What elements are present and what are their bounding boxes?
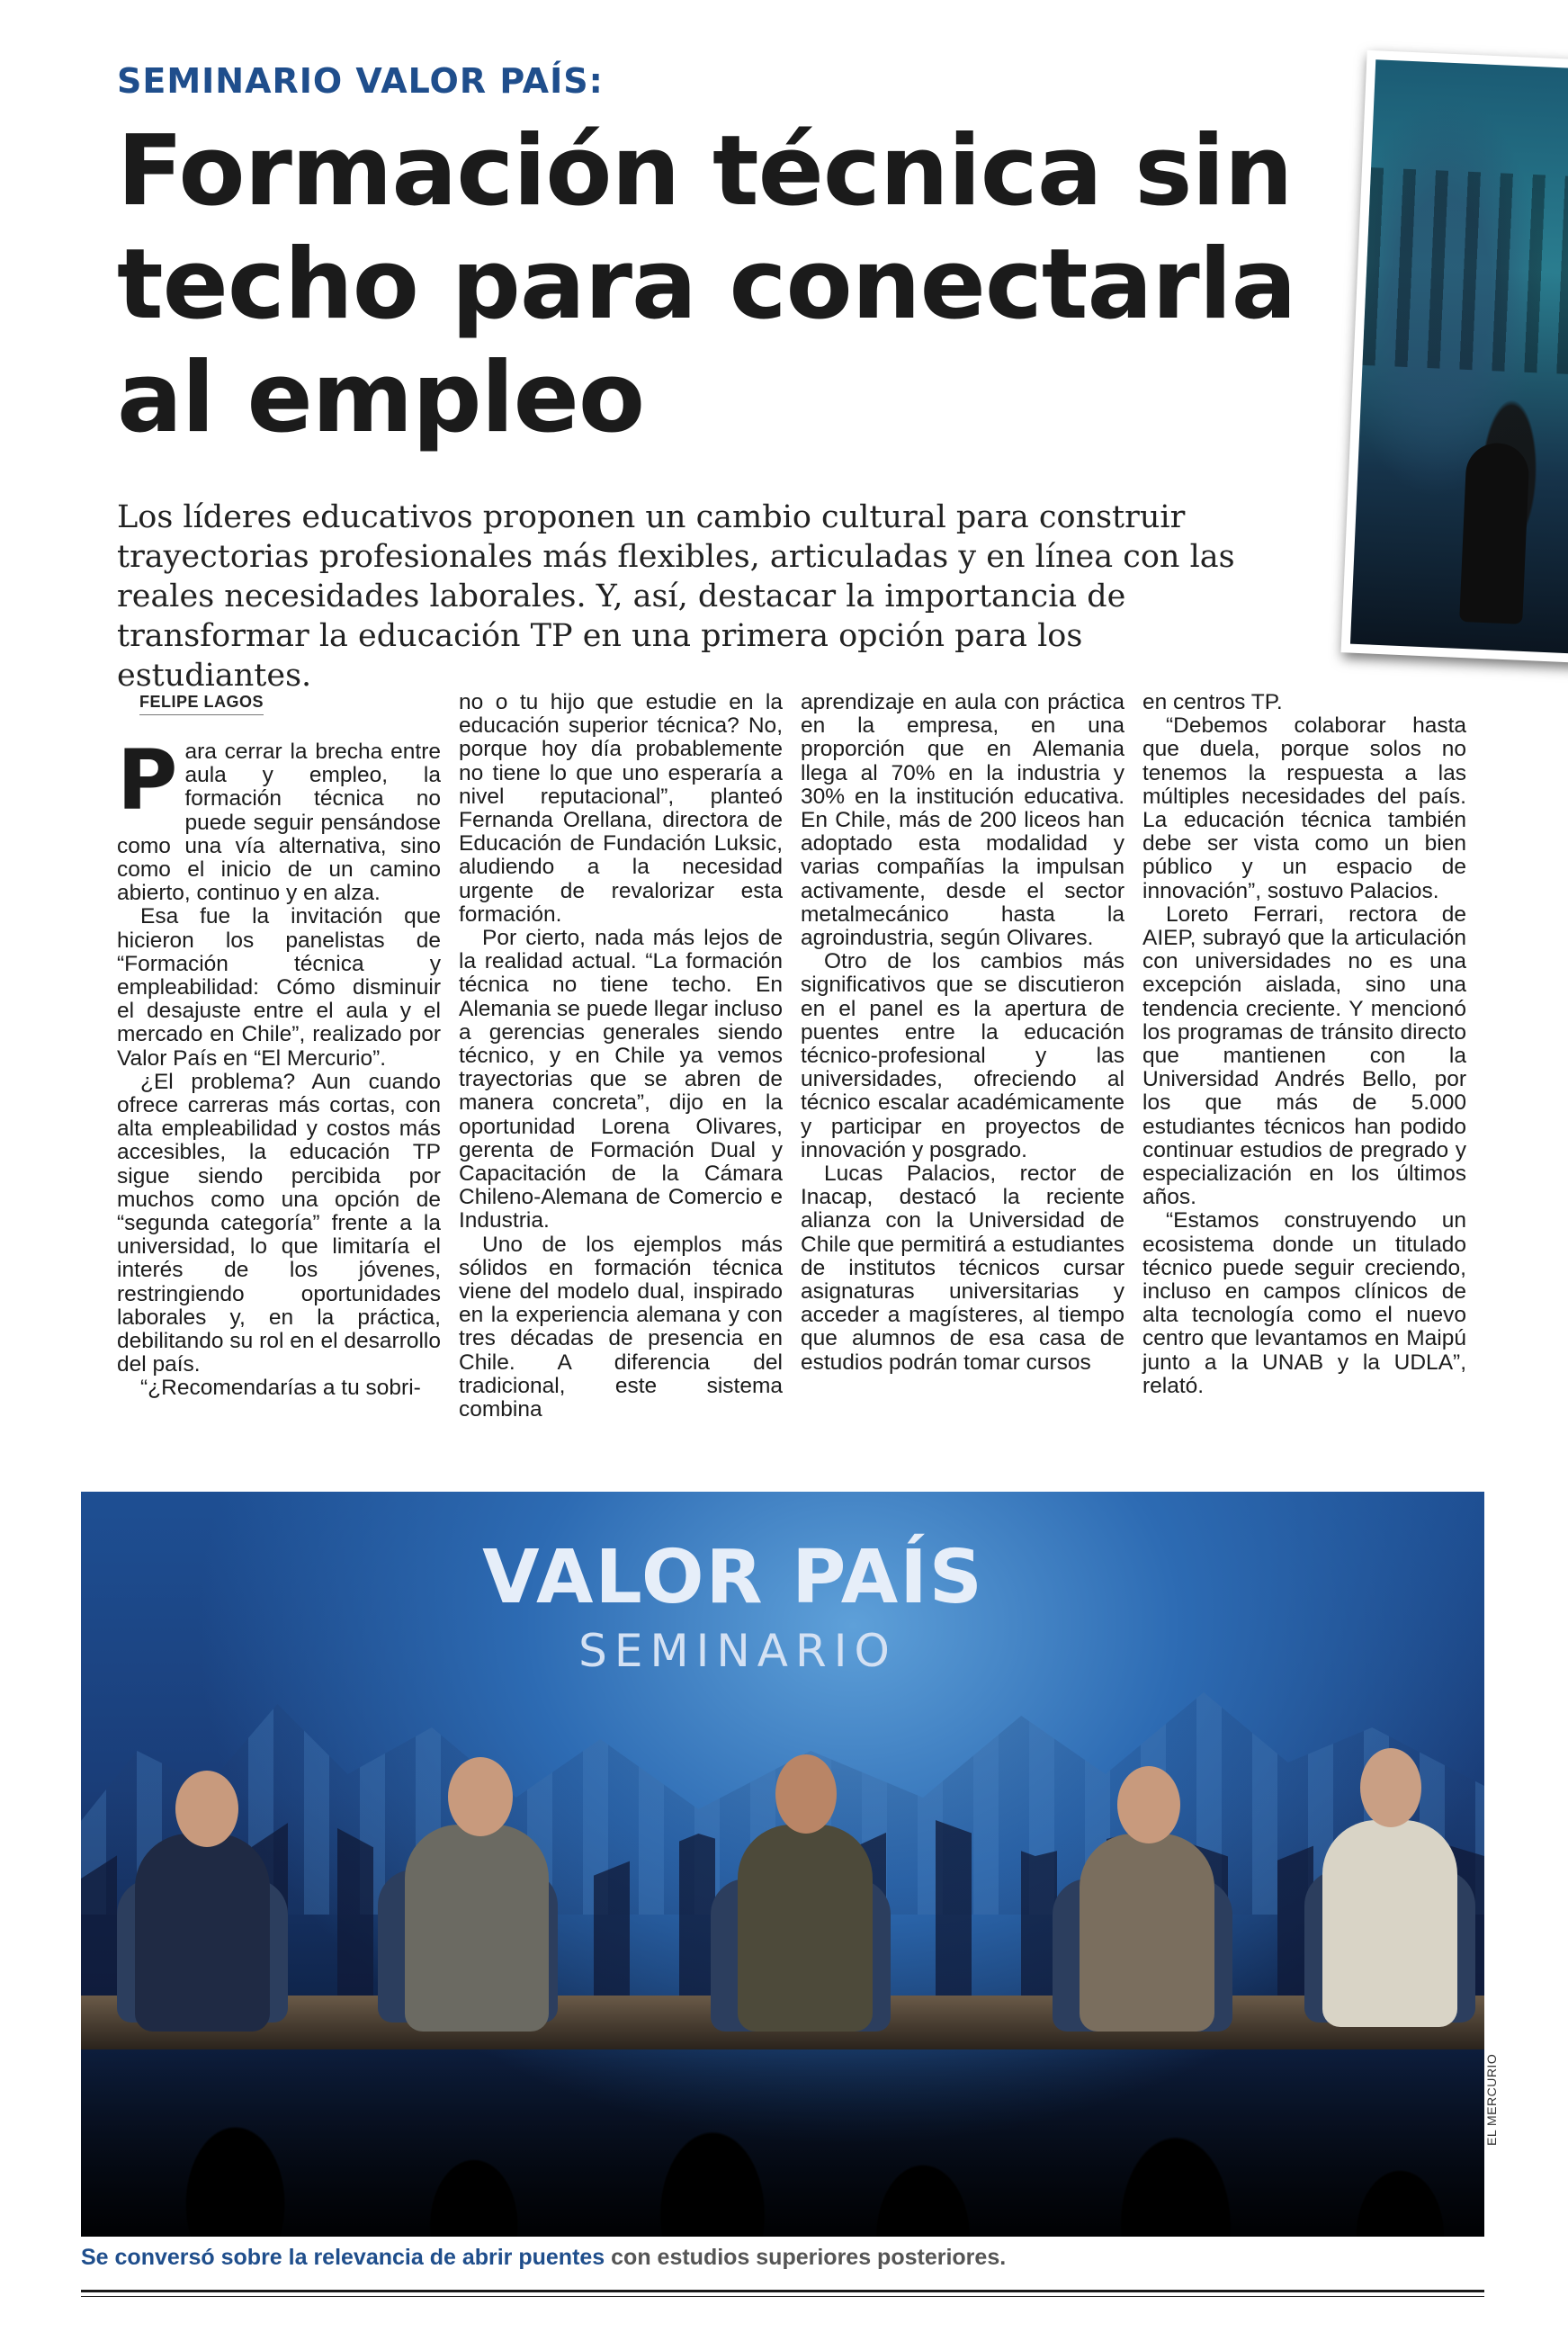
paragraph: aprendizaje en aula con práctica en la empresa, en una proporción que en Alemania llega al 70% en la industria y 30% en la institución educativa. En Chile, más de 200 liceos han adoptado esta modalidad y varias compañías la impulsan activamente, desde el sector metalmecánico hasta la agroindustria, según Olivares.: [801, 690, 1124, 951]
banner-title: VALOR PAÍS: [482, 1535, 984, 1620]
bottom-rule-thin: [81, 2296, 1484, 2297]
byline: FELIPE LAGOS: [139, 693, 264, 715]
paragraph: Loreto Ferrari, rectora de AIEP, subrayó que la articulación con universidades no es una excepción aislada, sino una tendencia creciente. Y mencionó los programas de tránsito directo que mantienen con la Universidad Andrés Bello, por los que más de 5.000 estudiantes técnicos han podido continuar estudios de pregrado y especialización en los últimos años.: [1142, 901, 1466, 1210]
paragraph: Otro de los cambios más significativos que se discutieron en el panel es la apertura de puentes entre la educación técnico-profesional y las universidades, ofreciendo al técnico escalar académicamente y participar en proyectos de innovación y posgrado.: [801, 949, 1124, 1162]
paragraph: en centros TP.: [1142, 690, 1283, 714]
paragraph: “Debemos colaborar hasta que duela, porque solos no tenemos la respuesta a las múltiples necesidades del país. La educación técnica también debe ser vista como un bien público y un espacio de innovación”, sostuvo Palacios.: [1142, 713, 1466, 903]
paragraph: “Estamos construyendo un ecosistema donde un titulado técnico puede seguir creciendo, incluso en campos clínicos de alta tecnología como el nuevo centro que levantamos en Maipú junto a la UNAB y la UDLA”, relató.: [1142, 1208, 1466, 1398]
headline: Formación técnica sin techo para conectarla al empleo: [117, 115, 1296, 454]
panelist: [405, 1825, 549, 2032]
audience-silhouettes: [81, 2021, 1484, 2237]
paragraph: Por cierto, nada más lejos de la realidad actual. “La formación técnica no tiene techo. En Alemania se puede llegar incluso a gerencias generales siendo técnico, y en Chile ya vemos trayectorias que se abren de manera concreta”, dijo en la oportunidad Lorena Olivares, gerenta de Formación Dual y Capacitación de la Cámara Chileno-Alemana de Comercio e Industria.: [459, 926, 783, 1233]
column-4: [1142, 691, 1466, 1398]
section-kicker: SEMINARIO VALOR PAÍS:: [117, 61, 604, 101]
paragraph: Para cerrar la brecha entre aula y empleo, la formación técnica no puede seguir pensándose como una vía alternativa, sino como el inicio de un camino abierto, continuo y en alza.: [117, 732, 441, 906]
paragraph: Lucas Palacios, rector de Inacap, destacó la reciente alianza con la Universidad de Chile que permitirá a estudiantes de institutos técnicos cursar asignaturas universitarias y acceder a magísteres, al tiempo que alumnos de esa casa de estudios podrán tomar cursos: [801, 1162, 1124, 1375]
panelist: [1322, 1820, 1457, 2027]
article-body: [117, 691, 1493, 1478]
caption-rest: con estudios superiores posteriores.: [605, 2245, 1007, 2270]
photo-credit: EL MERCURIO: [1484, 2053, 1499, 2146]
deck: Los líderes educativos proponen un cambio cultural para construir trayectorias profesionales más flexibles, articuladas y en línea con las reales necesidades laborales. Y, así, destacar la importancia de transformar la educación TP en una primera opción para los estudiantes.: [117, 499, 1235, 694]
banner-subtitle: SEMINARIO: [578, 1625, 897, 1677]
panelist: [738, 1825, 873, 2032]
paragraph: “¿Recomendarías a tu sobri-: [140, 1376, 421, 1401]
photo-caption: [81, 2245, 1484, 2271]
main-photo: [81, 1492, 1484, 2237]
drop-cap: P: [117, 732, 178, 829]
bottom-rule: [81, 2290, 1484, 2292]
paragraph: no o tu hijo que estudie en la educación superior técnica? No, porque hoy día probablemente no tiene lo que uno esperaría a nivel reputacional”, planteó Fernanda Orellana, directora de Educación de Fundación Luksic, aludiendo a la necesidad urgente de revalorizar esta formación.: [459, 690, 783, 927]
column-2: [459, 691, 783, 1422]
panelist: [135, 1834, 270, 2032]
tilted-inset-photo: [1341, 50, 1568, 664]
caption-lead: Se conversó sobre la relevancia de abrir puentes: [81, 2245, 605, 2270]
column-3: [801, 691, 1124, 1375]
paragraph: ¿El problema? Aun cuando ofrece carreras más cortas, con alta empleabilidad y costos más accesibles, la educación TP sigue siendo percibida por muchos como una opción de “segunda categoría” frente a la universidad, lo que limitaría el interés de los jóvenes, restringiendo oportunidades laborales y, en la práctica, debilitando su rol en el desarrollo del país.: [117, 1069, 441, 1377]
panelist: [1080, 1834, 1214, 2032]
paragraph: Esa fue la invitación que hicieron los panelistas de “Formación técnica y empleabilidad: Cómo disminuir el desajuste entre el aula y el mercado en Chile”, realizado por Valor País en “El Mercurio”.: [117, 904, 441, 1071]
column-1: [117, 732, 441, 1401]
inset-photo-image: [1350, 59, 1568, 655]
paragraph: Uno de los ejemplos más sólidos en formación técnica viene del modelo dual, inspirado en la experiencia alemana y con tres décadas de presencia en Chile. A diferencia del tradicional, este sistema combina: [459, 1232, 783, 1422]
